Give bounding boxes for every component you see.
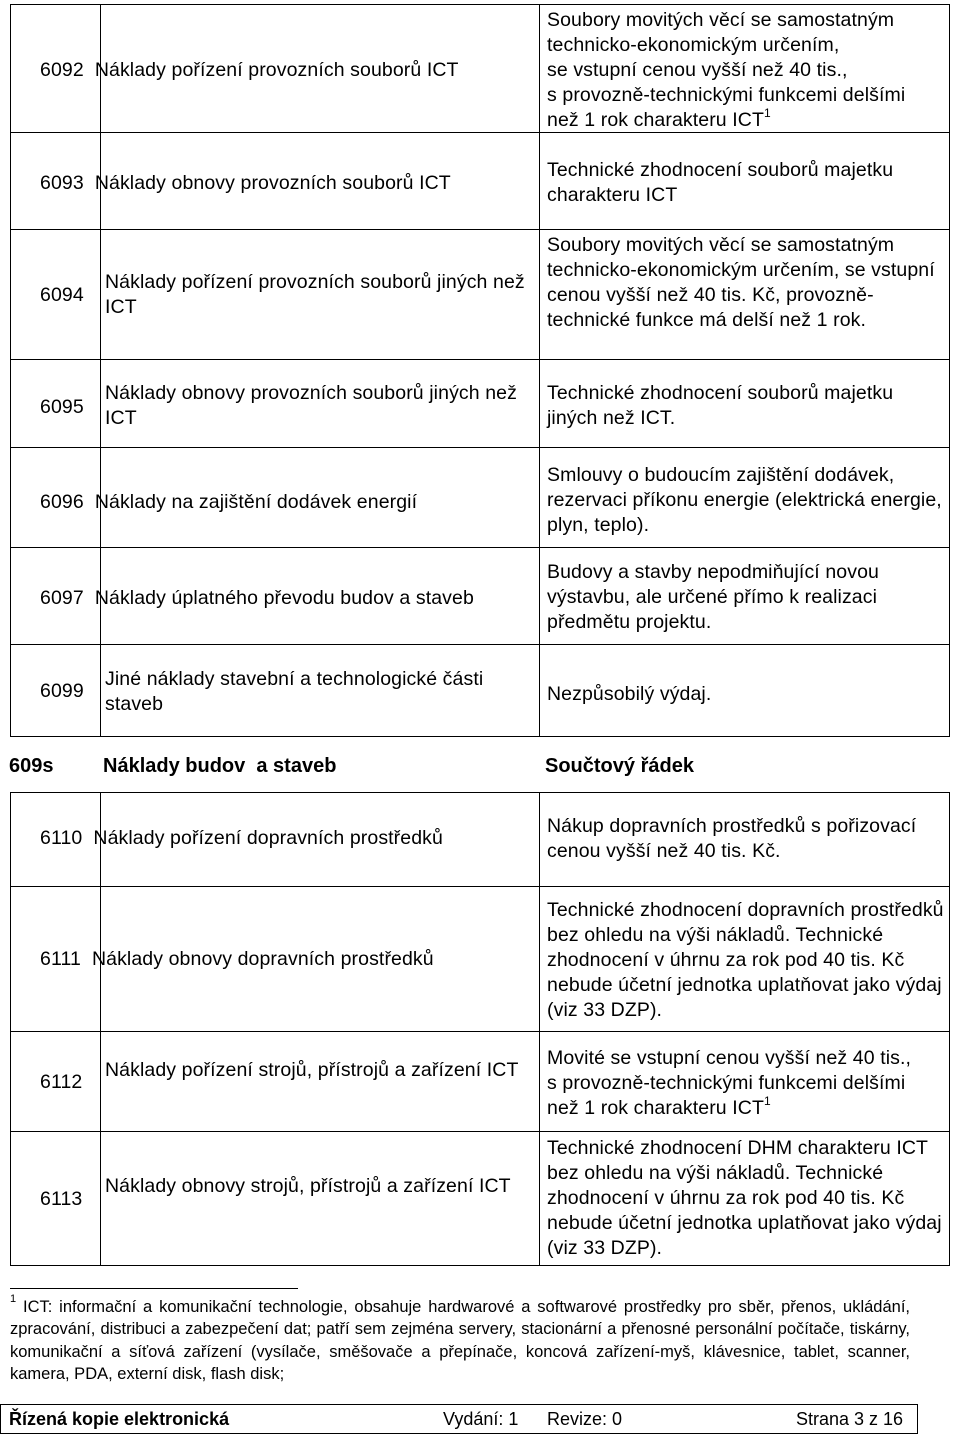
summary-description: Součtový řádek	[545, 755, 694, 777]
row-name	[40, 58, 560, 83]
row-name: Náklady pořízení provozních souborů jiných než ICT	[105, 271, 525, 318]
table-row	[10, 548, 950, 645]
table-row	[10, 133, 950, 230]
footnote-separator	[10, 1288, 298, 1289]
table-row	[10, 448, 950, 548]
page-footer	[0, 1404, 918, 1434]
row-code: 6094	[40, 284, 84, 306]
row-description: Technické zhodnocení souborů majetku jiných než ICT.	[547, 382, 894, 429]
footnote-ref: 1	[764, 105, 771, 120]
footer-page-number: Strana 3 z 16	[796, 1409, 904, 1429]
row-code: 6111	[40, 948, 81, 970]
row-name	[40, 171, 560, 196]
footnote-marker: 1	[10, 1292, 17, 1305]
row-code: 6113	[40, 1188, 83, 1210]
row-description: Nákup dopravních prostředků s pořizovací cenou vyšší než 40 tis. Kč.	[547, 815, 917, 862]
row-code: 6095	[40, 396, 84, 418]
table-row	[10, 792, 950, 887]
row-description: Soubory movitých věcí se samostatným technicko-ekonomickým určením, se vstupní cenou vyšší než 40 tis. Kč, provozně-technické funkce má delší než 1 rok.	[547, 234, 935, 331]
row-name: Náklady obnovy strojů, přístrojů a zařízení ICT	[105, 1175, 511, 1197]
row-description: Nezpůsobilý výdaj.	[547, 683, 712, 705]
footer-issue: Vydání: 1	[443, 1409, 519, 1429]
row-name-text: Náklady úplatného převodu budov a staveb	[94, 587, 474, 609]
row-name-text: Náklady na zajištění dodávek energií	[94, 491, 418, 513]
footer-controlled-copy: Řízená kopie elektronická	[9, 1409, 230, 1429]
summary-code: 609s	[9, 755, 54, 777]
row-code: 6110	[40, 827, 83, 849]
footnote	[10, 1292, 910, 1385]
row-name-text: Náklady obnovy dopravních prostředků	[91, 948, 434, 970]
row-name-text: Náklady obnovy provozních souborů ICT	[94, 172, 451, 194]
footnote-ref: 1	[764, 1093, 771, 1108]
row-code: 6097	[40, 587, 84, 609]
row-description: Technické zhodnocení dopravních prostředků bez ohledu na výši nákladů. Technické zhodnocení v úhrnu za rok pod 40 tis. Kč nebude účetní jednotka uplatňovat jako výdaj (viz 33 DZP).	[547, 899, 944, 1021]
row-description: Technické zhodnocení DHM charakteru ICT bez ohledu na výši nákladů. Technické zhodnocení v úhrnu za rok pod 40 tis. Kč nebude účetní jednotka uplatňovat jako výdaj (viz 33 DZP).	[547, 1137, 942, 1259]
table-row	[10, 360, 950, 448]
row-description: Soubory movitých věcí se samostatným technicko-ekonomickým určením, se vstupní cenou vyšší než 40 tis., s provozně-technickými funkcemi delšími než 1 rok charakteru ICT$^1$	[547, 9, 906, 131]
row-code: 6092	[40, 59, 84, 81]
row-code: 6099	[40, 680, 84, 702]
row-name	[40, 586, 560, 611]
row-description: Technické zhodnocení souborů majetku charakteru ICT	[547, 159, 894, 206]
table-row	[10, 4, 950, 133]
row-description: Smlouvy o budoucím zajištění dodávek, rezervaci příkonu energie (elektrická energie, plyn, teplo).	[547, 464, 942, 536]
row-name: Náklady pořízení strojů, přístrojů a zařízení ICT	[105, 1059, 519, 1081]
row-name	[40, 947, 560, 972]
table-row	[10, 1032, 950, 1132]
row-code: 6093	[40, 172, 84, 194]
row-name-text: Náklady pořízení provozních souborů ICT	[94, 59, 459, 81]
table-row	[10, 230, 950, 360]
row-code: 6096	[40, 491, 84, 513]
table-row	[10, 887, 950, 1032]
row-name	[40, 826, 560, 851]
footer-revision: Revize: 0	[547, 1409, 623, 1429]
table-row	[10, 1132, 950, 1266]
row-description: Budovy a stavby nepodmiňující novou výstavbu, ale určené přímo k realizaci předmětu projektu.	[547, 561, 879, 633]
summary-name: Náklady budov a staveb	[103, 755, 337, 777]
row-name	[40, 490, 560, 515]
row-description: Movité se vstupní cenou vyšší než 40 tis., s provozně-technickými funkcemi delšími než 1 rok charakteru ICT$^1$	[547, 1047, 912, 1119]
row-name: Náklady obnovy provozních souborů jiných než ICT	[105, 382, 517, 429]
row-name-text: Náklady pořízení dopravních prostředků	[93, 827, 443, 849]
row-name: Jiné náklady stavební a technologické části staveb	[105, 668, 484, 715]
row-code: 6112	[40, 1071, 83, 1093]
table-row	[10, 645, 950, 737]
footnote-text: ICT: informační a komunikační technologie, obsahuje hardwarové a softwarové prostředky pro sběr, přenos, ukládání, zpracování, distribuci a zabezpečení dat; patří sem zejména servery, stacionární a přenosné personální počítače, tiskárny, komunikační a síťová zařízení (vysílače, směšovače a přepínače, koncová zařízení-myš, klávesnice, tablet, scanner, kamera, PDA, externí disk, flash disk;	[10, 1298, 910, 1383]
